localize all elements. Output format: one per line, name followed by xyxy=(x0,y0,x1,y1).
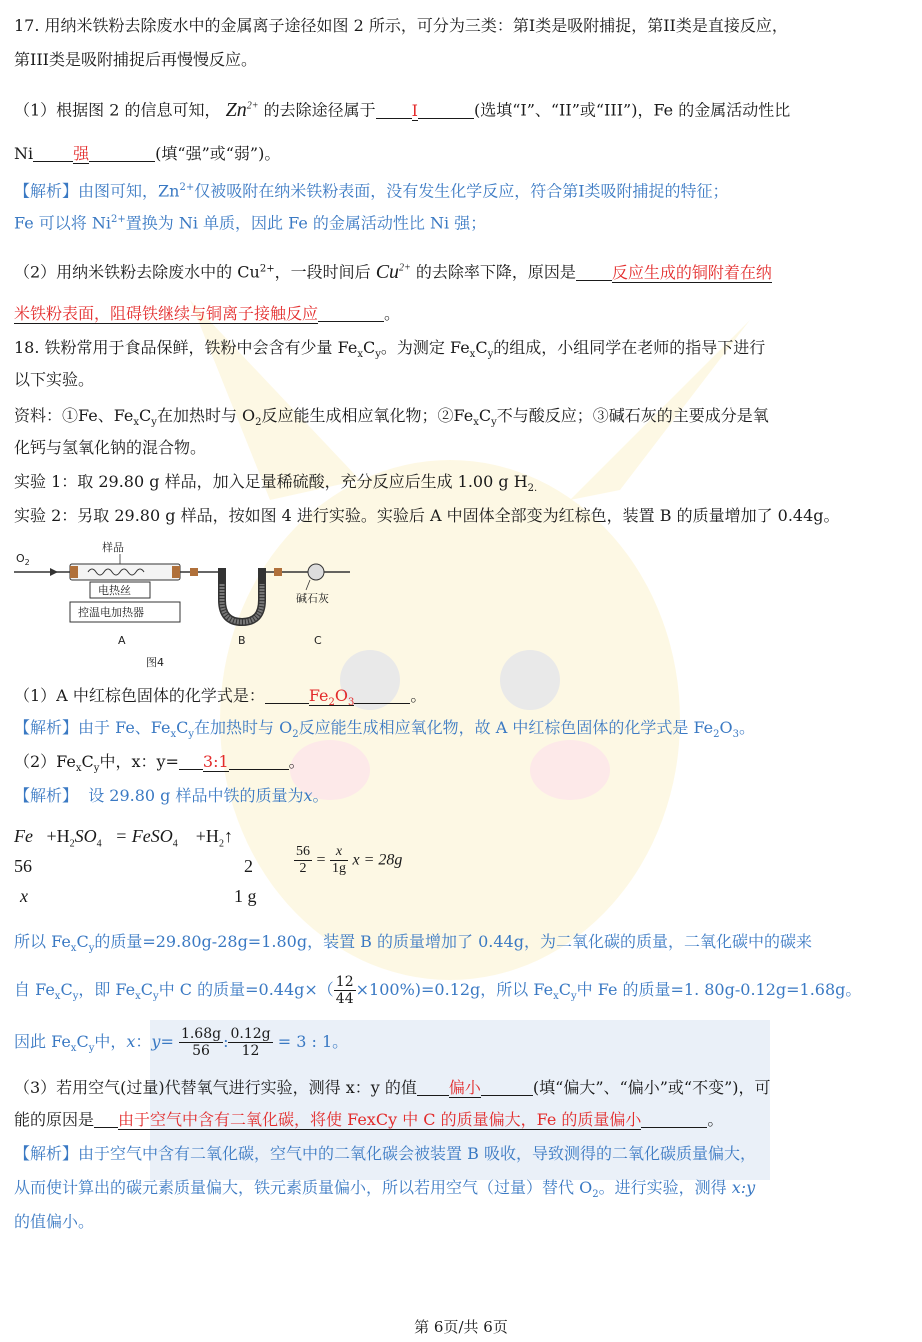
q17-part2-line2: 米铁粉表面，阻碍铁继续与铜离子接触反应 。 xyxy=(14,304,401,323)
q18-part3-explain2: 从而使计算出的碳元素质量偏大，铁元素质量偏小，所以若用空气（过量）替代 $O_2$。进行实验，测得 x:y xyxy=(14,1178,756,1201)
page-footer: 第 6页/共 6页 xyxy=(414,1318,508,1336)
q17-stem-line2: 第III类是吸附捕捉后再慢慢反应。 xyxy=(14,50,257,69)
q18-part3-line2: 能的原因是 由于空气中含有二氧化碳，将使 FexCy 中 C 的质量偏大，Fe 的质量偏小 。 xyxy=(14,1110,724,1129)
answer-blank: 由于空气中含有二氧化碳，将使 FexCy 中 C 的质量偏大，Fe 的质量偏小 xyxy=(118,1110,642,1129)
answer-blank: 3:1 xyxy=(202,752,229,771)
label-b: B xyxy=(238,634,246,647)
q18-part2-explain: 【解析】 设 29.80 g 样品中铁的质量为x。 xyxy=(14,786,329,805)
proportion: $\frac{56}{2}$ = $\frac{x}{1g}$ x = 28g xyxy=(296,844,403,876)
wire-label: 电热丝 xyxy=(98,584,131,597)
answer-blank: 强 xyxy=(73,144,90,163)
q18-stem-line1: 18. 铁粉常用于食品保鲜，铁粉中会含有少量 $Fe_xC_y$。为测定 $Fe_xC_y$的组成，小组同学在老师的指导下进行 xyxy=(14,338,766,361)
q18-result-line2: 自 $Fe_xC_y$，即 $Fe_xC_y$中 C 的质量=0.44g×（ $\frac{12}{44}$ ×100%)=0.12g，所以 $Fe_xC_y$中 Fe 的质量=1. 80g-0.12g=1.68g。 xyxy=(14,974,862,1007)
q18-result-line3: 因此 $Fe_xC_y$中，x：y= $\frac{1.68g}{56}$ : $\frac{0.12g}{12}$ = 3 : 1。 xyxy=(14,1026,349,1059)
answer-blank: 米铁粉表面，阻碍铁继续与铜离子接触反应 xyxy=(14,304,319,323)
label-c: C xyxy=(314,634,322,647)
q17-explain-line1: 【解析】由图可知，$Zn^{2+}$仅被吸附在纳米铁粉表面，没有发生化学反应，符合第I类吸附捕捉的特征； xyxy=(14,181,729,201)
heater-label: 控温电加热器 xyxy=(78,606,144,619)
answer-blank: 偏小 xyxy=(448,1078,481,1097)
q18-experiment2: 实验 2：另取 29.80 g 样品，按如图 4 进行实验。实验后 A 中固体全部变为红棕色，装置 B 的质量增加了 0.44g。 xyxy=(14,506,840,525)
q18-part3-explain3: 的值偏小。 xyxy=(14,1212,95,1231)
q17-stem-line1: 17. 用纳米铁粉去除废水中的金属离子途径如图 2 所示，可分为三类：第I类是吸附捕捉，第II类是直接反应， xyxy=(14,16,788,35)
figure-caption: 图4 xyxy=(146,656,164,669)
label-a: A xyxy=(118,634,126,647)
sample-label: 样品 xyxy=(102,541,124,554)
q18-experiment1: 实验 1：取 29.80 g 样品，加入足量稀硫酸，充分反应后生成 1.00 g $H_{2.}$ xyxy=(14,472,538,495)
cu-ion: $Cu^{2+}$ xyxy=(375,260,411,283)
answer-blank: 反应生成的铜附着在纳 xyxy=(611,262,772,282)
q18-part1-explain: 【解析】由于 Fe、$Fe_xC_y$在加热时与 $O_2$反应能生成相应氧化物，故 A 中红棕色固体的化学式是 $Fe_2O_3$。 xyxy=(14,718,756,741)
q17-part1-line1: （1）根据图 2 的信息可知， $Zn^{2+}$ 的去除途径属于 I (选填“I”、“II”或“III”)，Fe 的金属活动性比 xyxy=(14,98,791,121)
answer-blank: I xyxy=(411,100,418,120)
q17-part1-line2: Ni 强 (填“强”或“弱”)。 xyxy=(14,144,281,163)
lime-label: 碱石灰 xyxy=(296,592,329,605)
o2-label: $O_2$ xyxy=(16,552,30,567)
q18-result-line1: 所以 $Fe_xC_y$的质量=29.80g-28g=1.80g，装置 B 的质量增加了 0.44g，为二氧化碳的质量，二氧化碳中的碳来 xyxy=(14,932,812,955)
figure4-apparatus xyxy=(10,540,360,670)
answer-blank: $Fe_2O_3$ xyxy=(308,686,355,709)
mass-56: 56 xyxy=(14,856,32,876)
q18-part1: （1）A 中红棕色固体的化学式是： $Fe_2O_3$ 。 xyxy=(14,686,427,709)
mass-1g: 1 g xyxy=(234,886,257,906)
mass-2: 2 xyxy=(244,856,253,876)
q18-part3-explain1: 【解析】由于空气中含有二氧化碳，空气中的二氧化碳会被装置 B 吸收，导致测得的二氧化碳质量偏大， xyxy=(14,1144,756,1163)
equation-line: Fe $+H_2SO_4$ = FeSO$_4$ $+H_2↑$ xyxy=(14,826,233,850)
q18-part2: $(2)Fe_xC_y$中，x：y= 3:1 。 xyxy=(14,752,305,775)
mass-x: x xyxy=(20,886,28,906)
q18-part3-line1: （3）若用空气(过量)代替氧气进行实验，测得 x：y 的值 偏小 (填“偏大”、“偏小”或“不变”)，可 xyxy=(14,1078,771,1097)
q17-part2-line1: （2）用纳米铁粉去除废水中的 $Cu^{2+}$，一段时间后 $Cu^{2+}$ 的去除率下降，原因是 反应生成的铜附着在纳 xyxy=(14,260,772,283)
zn-ion: $Zn^{2+}$ xyxy=(225,98,259,121)
q18-stem-line2: 以下实验。 xyxy=(14,370,95,389)
q17-explain-line2: Fe 可以将 $Ni^{2+}$置换为 Ni 单质，因此 Fe 的金属活动性比 Ni 强； xyxy=(14,213,487,233)
q18-info-line2: 化钙与氢氧化钠的混合物。 xyxy=(14,438,207,457)
q18-info-line1: 资料：①Fe、$Fe_xC_y$在加热时与 $O_2$反应能生成相应氧化物；$②Fe_xC_y$不与酸反应；③碱石灰的主要成分是氧 xyxy=(14,406,769,429)
